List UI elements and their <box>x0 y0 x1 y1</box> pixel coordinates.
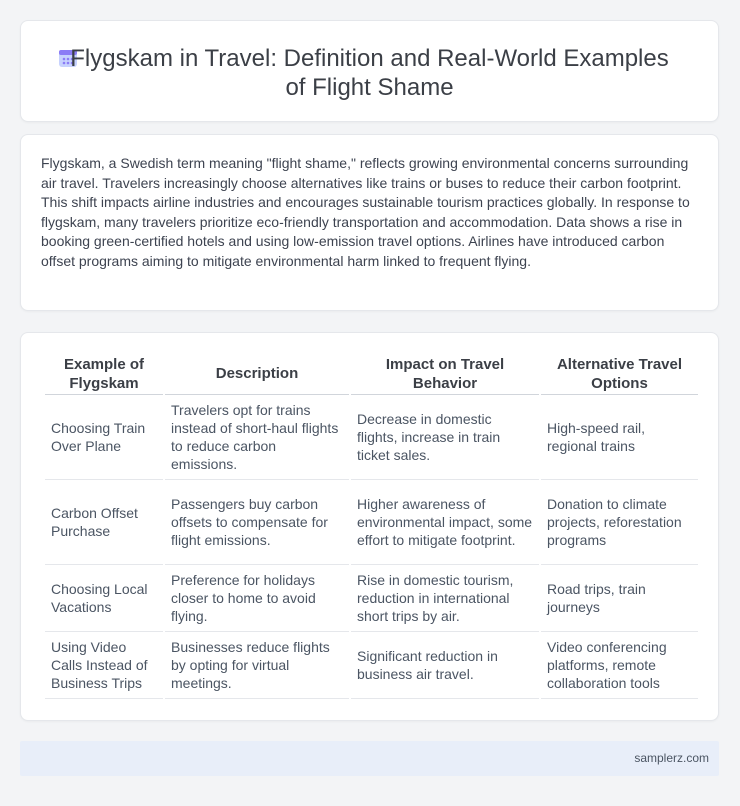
cell-example: Choosing Local Vacations <box>45 565 163 632</box>
header-alternatives: Alternative Travel Options <box>541 353 698 395</box>
cell-description: Businesses reduce flights by opting for virtual meetings. <box>165 632 349 699</box>
page-title <box>21 44 718 102</box>
flygskam-table <box>43 353 700 699</box>
cell-impact: Decrease in domestic flights, increase in train ticket sales. <box>351 395 539 480</box>
footer-bar <box>20 741 719 776</box>
cell-description: Preference for holidays closer to home to avoid flying. <box>165 565 349 632</box>
cell-alternatives: Donation to climate projects, reforestation programs <box>541 480 698 565</box>
intro-card <box>20 134 719 311</box>
cell-example: Carbon Offset Purchase <box>45 480 163 565</box>
header-description: Description <box>165 353 349 395</box>
page-title-line-2: of Flight Shame <box>285 74 454 101</box>
table-row <box>45 565 698 632</box>
cell-example: Choosing Train Over Plane <box>45 395 163 480</box>
table-row <box>45 395 698 480</box>
cell-alternatives: Video conferencing platforms, remote collaboration tools <box>541 632 698 699</box>
table-row <box>45 632 698 699</box>
cell-alternatives: High-speed rail, regional trains <box>541 395 698 480</box>
table-header-row <box>45 353 698 395</box>
table-card <box>20 332 719 721</box>
page-title-line-1: Flygskam in Travel: Definition and Real-World Examples <box>70 45 669 72</box>
cell-description: Passengers buy carbon offsets to compensate for flight emissions. <box>165 480 349 565</box>
cell-impact: Significant reduction in business air travel. <box>351 632 539 699</box>
intro-paragraph: Flygskam, a Swedish term meaning "flight shame," reflects growing environmental concerns surrounding air travel. Travelers increasingly choose alternatives like trains or buses to reduce their carbon footprint. This shift impacts airline industries and encourages sustainable tourism practices globally. In response to flygskam, many travelers prioritize eco-friendly transportation and accommodation. Data shows a rise in booking green-certified hotels and using low-emission travel options. Airlines have introduced carbon offset programs aiming to mitigate environmental harm linked to frequent flying. <box>41 155 690 269</box>
header-impact: Impact on Travel Behavior <box>351 353 539 395</box>
cell-example: Using Video Calls Instead of Business Trips <box>45 632 163 699</box>
table-row <box>45 480 698 565</box>
header-example: Example of Flygskam <box>45 353 163 395</box>
cell-impact: Higher awareness of environmental impact, some effort to mitigate footprint. <box>351 480 539 565</box>
title-card <box>20 20 719 122</box>
cell-alternatives: Road trips, train journeys <box>541 565 698 632</box>
footer-site-label: samplerz.com <box>634 751 709 765</box>
cell-impact: Rise in domestic tourism, reduction in international short trips by air. <box>351 565 539 632</box>
cell-description: Travelers opt for trains instead of short-haul flights to reduce carbon emissions. <box>165 395 349 480</box>
